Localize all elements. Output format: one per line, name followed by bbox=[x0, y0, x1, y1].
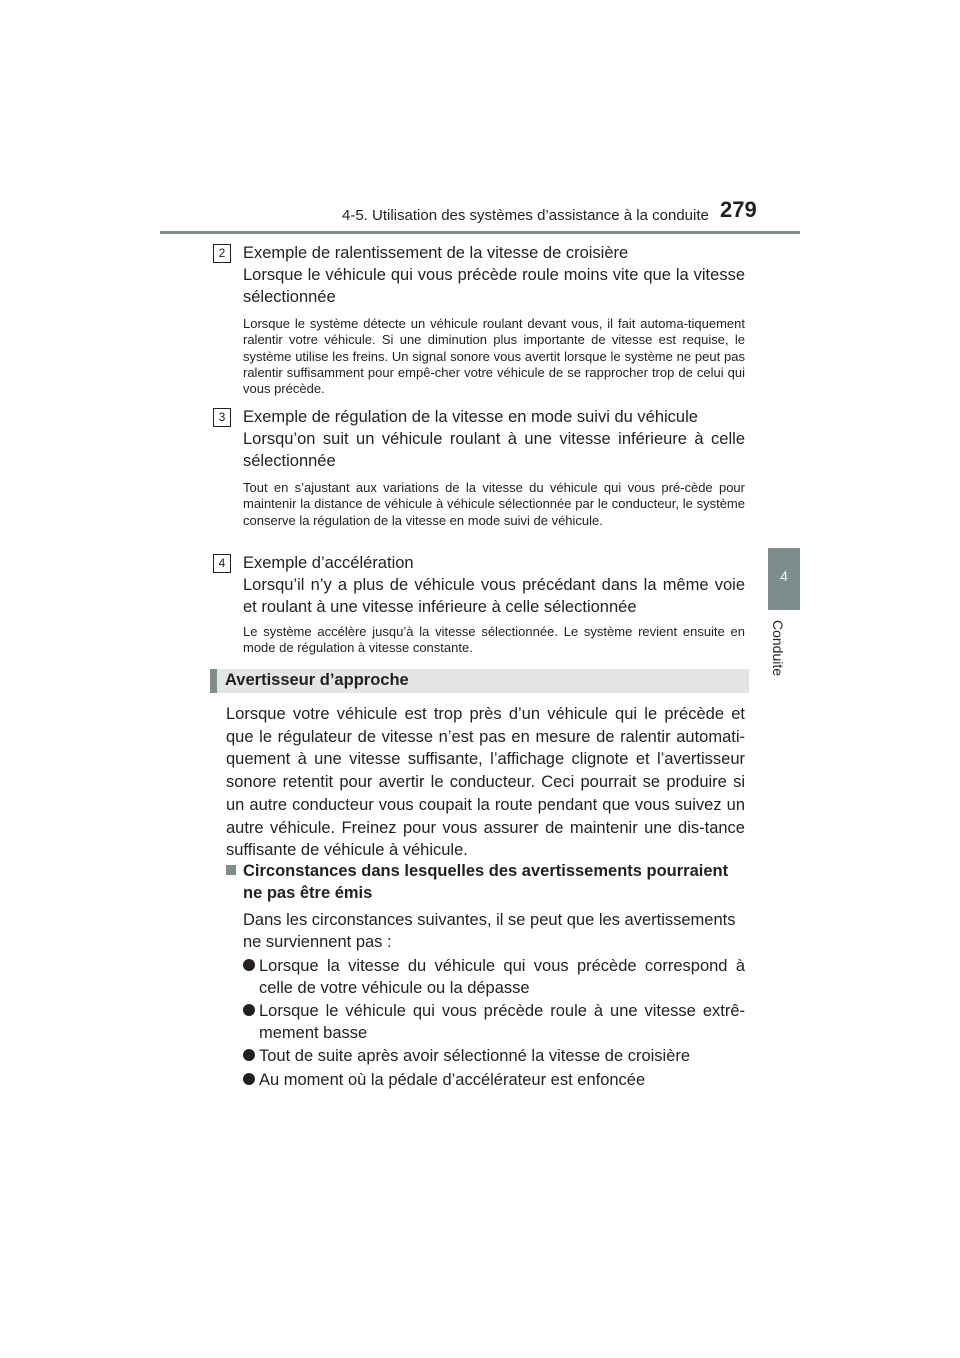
bullet-dot-icon bbox=[243, 959, 255, 971]
section-heading-title: Avertisseur d’approche bbox=[225, 671, 409, 689]
step-title: Exemple de ralentissement de la vitesse de croisière bbox=[243, 244, 629, 262]
chapter-tab-label-wrapper bbox=[770, 620, 800, 680]
page-number: 279 bbox=[720, 197, 757, 222]
list-item bbox=[243, 1045, 745, 1067]
chapter-tab-label: Conduite bbox=[770, 620, 786, 677]
section-heading-accent bbox=[210, 669, 217, 693]
list-item-text: Lorsque le véhicule qui vous précède roule à une vitesse extrê-mement basse bbox=[259, 1002, 745, 1042]
step-title: Exemple de régulation de la vitesse en mode suivi du véhicule bbox=[243, 408, 698, 426]
list-item-text: Au moment où la pédale d’accélérateur est enfoncée bbox=[259, 1071, 646, 1089]
bullet-dot-icon bbox=[243, 1049, 255, 1061]
step-marker-3: 3 bbox=[213, 408, 231, 427]
step-note: Lorsque le système détecte un véhicule roulant devant vous, il fait automa-tiquement ralentir votre véhicule. Si une diminution plus importante de vitesse est requise, le système utilise les freins. Un signal sonore vous avertit lorsque le système ne peut pas ralentir suffisamment pour empê-cher votre véhicule de se rapprocher trop de celui qui vous précède. bbox=[243, 316, 745, 397]
bullet-dot-icon bbox=[243, 1004, 255, 1016]
step-note: Tout en s’ajustant aux variations de la vitesse du véhicule qui vous pré-cède pour maintenir la distance de véhicule à véhicule sélectionnée par le conducteur, le système conserve la régulation de la vitesse en mode suivi de véhicule. bbox=[243, 480, 745, 528]
square-bullet-icon bbox=[226, 865, 236, 875]
list-item bbox=[243, 1069, 745, 1091]
step-marker-4: 4 bbox=[213, 554, 231, 573]
header-divider bbox=[160, 231, 800, 234]
chapter-tab-number: 4 bbox=[780, 568, 788, 584]
list-item bbox=[243, 955, 745, 999]
step-4 bbox=[243, 552, 745, 618]
step-subtitle: Lorsqu’on suit un véhicule roulant à une vitesse inférieure à celle sélectionnée bbox=[243, 430, 745, 470]
step-2 bbox=[243, 242, 745, 308]
step-marker-2: 2 bbox=[213, 244, 231, 263]
step-3 bbox=[243, 406, 745, 472]
section-heading bbox=[210, 669, 749, 693]
subheading-text: Circonstances dans lesquelles des avertissements pourraient ne pas être émis bbox=[243, 862, 729, 902]
list-item bbox=[243, 1000, 745, 1044]
step-subtitle: Lorsqu’il n’y a plus de véhicule vous précédant dans la même voie et roulant à une vitesse inférieure à celle sélectionnée bbox=[243, 576, 745, 616]
section-paragraph: Lorsque votre véhicule est trop près d’un véhicule qui le précède et que le régulateur de vitesse n’est pas en mesure de ralentir automati-quement à une vitesse suffisante, l’affichage clignote et l’avertisseur sonore retentit pour avertir le conducteur. Ceci pourrait se produire si un autre conducteur vous coupait la route pendant que vous suivez un autre véhicule. Freinez pour vous assurer de maintenir une dis-tance suffisante de véhicule à véhicule. bbox=[226, 705, 745, 860]
bullet-dot-icon bbox=[243, 1073, 255, 1085]
header-section-title: 4-5. Utilisation des systèmes d’assistance à la conduite bbox=[342, 207, 709, 224]
list-item-text: Lorsque la vitesse du véhicule qui vous précède correspond à celle de votre véhicule ou la dépasse bbox=[259, 957, 745, 997]
step-note: Le système accélère jusqu’à la vitesse sélectionnée. Le système revient ensuite en mode de régulation à vitesse constante. bbox=[243, 624, 745, 656]
subheading-intro: Dans les circonstances suivantes, il se peut que les avertissements ne surviennent pas : bbox=[243, 911, 736, 951]
step-subtitle: Lorsque le véhicule qui vous précède roule moins vite que la vitesse sélectionnée bbox=[243, 266, 745, 306]
step-title: Exemple d’accélération bbox=[243, 554, 414, 572]
list-item-text: Tout de suite après avoir sélectionné la vitesse de croisière bbox=[259, 1047, 691, 1065]
